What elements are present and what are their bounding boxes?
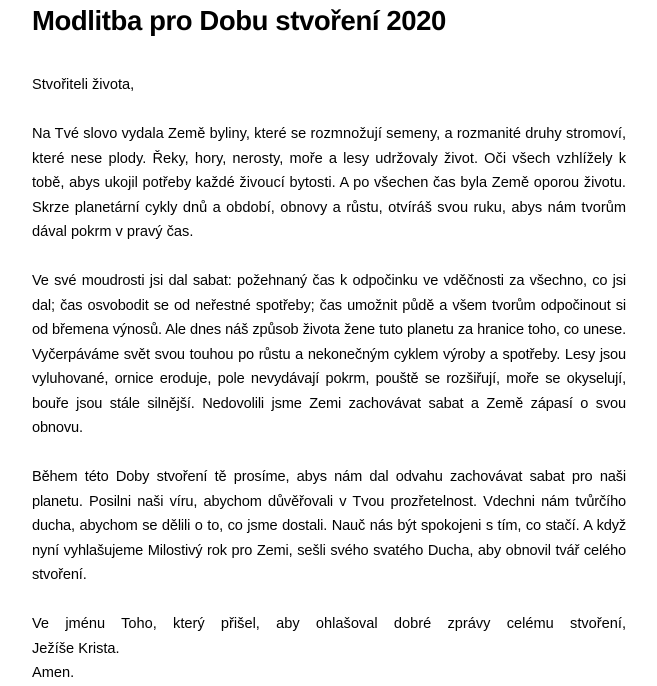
document-page bbox=[32, 0, 626, 686]
paragraph-petition: Během této Doby stvoření tě prosíme, abys nám dal odvahu zachovávat sabat pro naši planetu. Posilni naši víru, abychom důvěřovali v Tvou prozřetelnost. Vdechni nám tvůrčího ducha, abychom se dělili o to, co jsme dostali. Nauč nás být spokojeni s tím, co stačí. A když nyní vyhlašujeme Milostivý rok pro Zemi, sešli svého svatého Ducha, aby obnovil tvář celého stvoření. bbox=[32, 469, 626, 583]
closing-block bbox=[32, 612, 626, 686]
salutation: Stvořiteli života, bbox=[32, 77, 135, 93]
paragraph-sabbath: Ve své moudrosti jsi dal sabat: požehnaný čas k odpočinku ve vděčnosti za všechno, co jsi dal; čas osvobodit se od neřestné spotřeby; čas umožnit půdě a všem tvorům odpočinout si od břemena výnosů. Ale dnes náš způsob života žene tuto planetu za hranice toho, co unese. Vyčerpáváme svět svou touhou po růstu a nekonečným cyklem výroby a spotřeby. Lesy jsou vyluhované, ornice eroduje, pole nevydávají pokrm, pouště se rozšiřují, moře se okyselují, bouře jsou stále silnější. Nedovolili jsme Zemi zachovávat sabat a Země zápasí o svou obnovu. bbox=[32, 273, 626, 436]
prayer-title: Modlitba pro Dobu stvoření 2020 bbox=[32, 5, 446, 36]
closing-line-amen: Amen. bbox=[32, 665, 75, 681]
paragraph-creation: Na Tvé slovo vydala Země byliny, které se rozmnožují semeny, a rozmanité druhy stromoví, které nese plody. Řeky, hory, nerosty, moře a lesy udržovaly život. Oči všech vzhlížely k tobě, abys ukojil potřeby každé živoucí bytosti. A po všechen čas byla Země oporou životu. Skrze planetární cykly dnů a období, obnovy a růstu, otvíráš svou ruku, abys nám tvorům dával pokrm v pravý čas. bbox=[32, 126, 626, 240]
closing-line-invocation: Ve jménu Toho, který přišel, aby ohlašoval dobré zprávy celému stvoření, bbox=[32, 616, 626, 632]
closing-line-name: Ježíše Krista. bbox=[32, 640, 120, 657]
